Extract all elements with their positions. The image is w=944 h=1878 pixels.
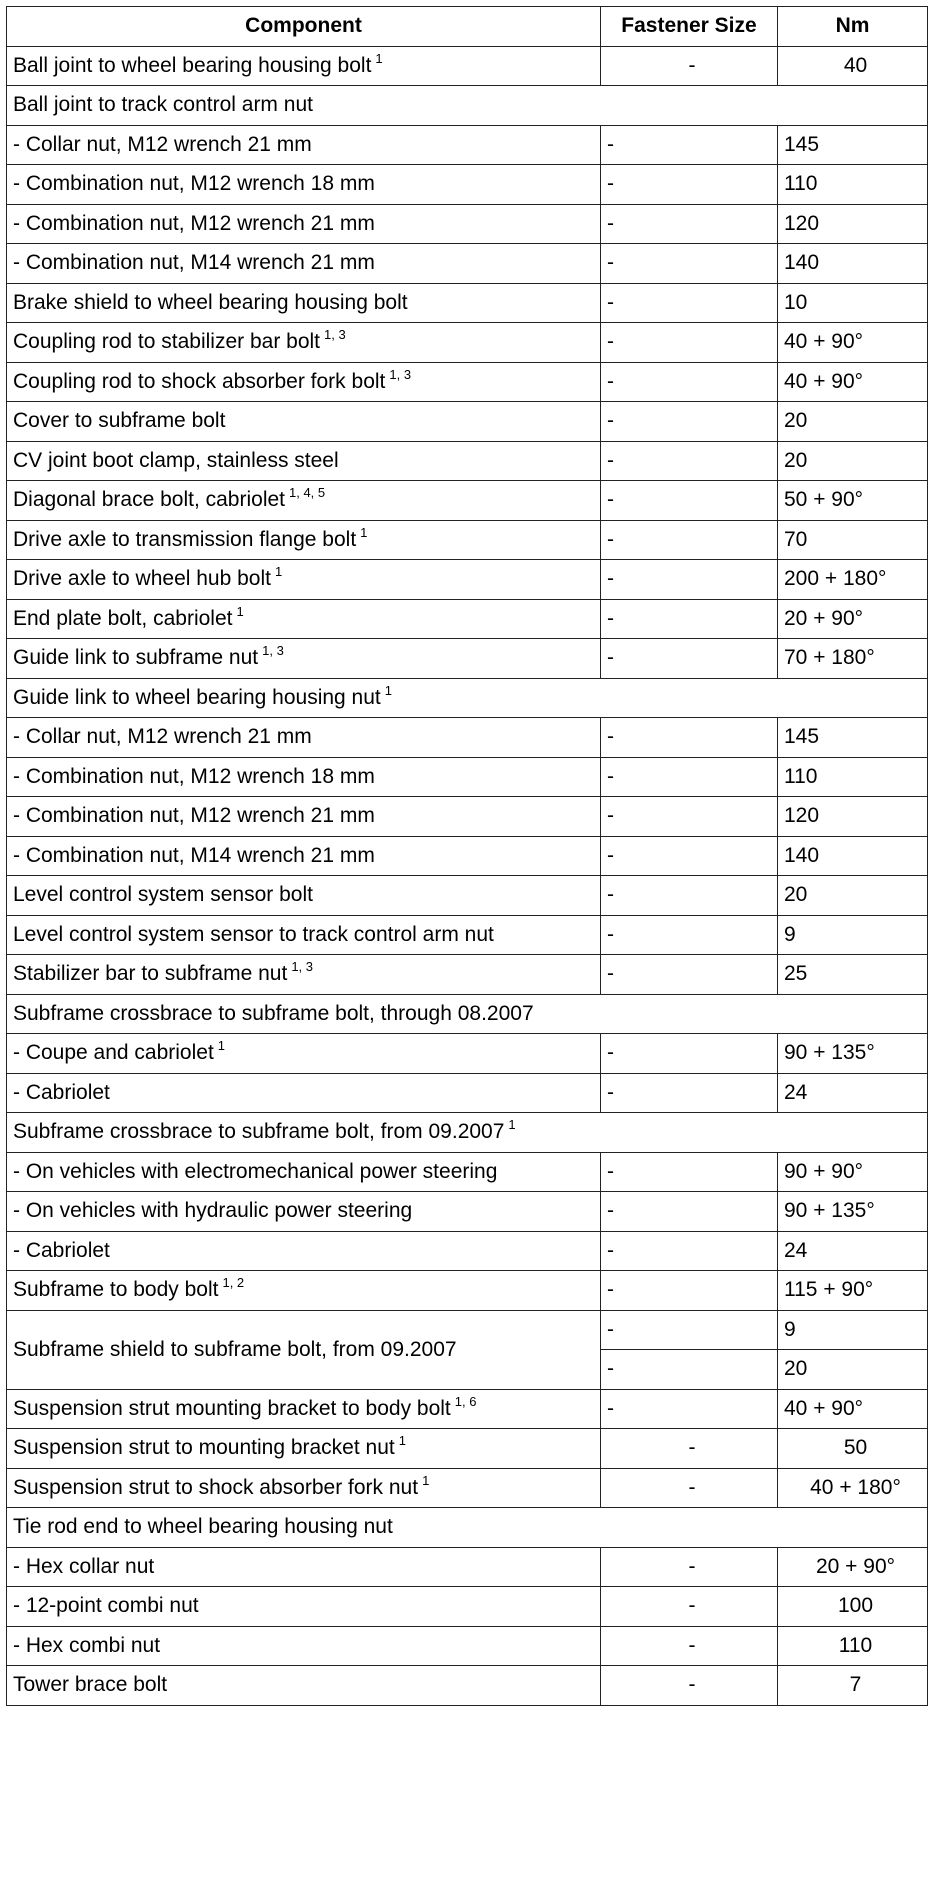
component-cell <box>7 639 601 679</box>
table-row <box>7 1310 928 1350</box>
component-cell <box>7 836 601 876</box>
component-cell <box>7 46 601 86</box>
fastener-size-cell: - <box>601 204 778 244</box>
fastener-size-cell: - <box>601 441 778 481</box>
component-cell <box>7 994 928 1034</box>
table-row <box>7 1626 928 1666</box>
table-row <box>7 1271 928 1311</box>
torque-value-cell: 40 + 180° <box>778 1468 928 1508</box>
component-text: Stabilizer bar to subframe nut <box>13 962 288 986</box>
torque-value-cell: 24 <box>778 1073 928 1113</box>
footnote-ref: 1, 3 <box>324 327 346 343</box>
component-text: Tie rod end to wheel bearing housing nut <box>13 1515 393 1539</box>
component-text: Level control system sensor bolt <box>13 883 313 907</box>
torque-value-cell: 40 <box>778 46 928 86</box>
fastener-size-cell: - <box>601 244 778 284</box>
fastener-size-cell: - <box>601 402 778 442</box>
component-text: Guide link to subframe nut <box>13 646 259 670</box>
table-row <box>7 955 928 995</box>
component-cell <box>7 1429 601 1469</box>
table-row <box>7 560 928 600</box>
torque-value-cell: 7 <box>778 1666 928 1706</box>
component-text: Diagonal brace bolt, cabriolet <box>13 488 285 512</box>
footnote-ref: 1, 2 <box>222 1275 245 1291</box>
torque-value-cell: 20 <box>778 402 928 442</box>
fastener-size-cell: - <box>601 46 778 86</box>
component-text: - Hex collar nut <box>13 1554 155 1578</box>
table-row <box>7 46 928 86</box>
component-cell <box>7 402 601 442</box>
component-text: Tower brace bolt <box>13 1673 168 1697</box>
component-text: Cover to subframe bolt <box>13 409 226 433</box>
component-text: Ball joint to track control arm nut <box>13 93 313 117</box>
table-row <box>7 1073 928 1113</box>
table-row <box>7 718 928 758</box>
component-cell <box>7 1231 601 1271</box>
torque-value-cell: 90 + 135° <box>778 1192 928 1232</box>
header-fastener-size: Fastener Size <box>601 7 778 47</box>
component-text: - Collar nut, M12 wrench 21 mm <box>13 725 312 749</box>
footnote-ref: 1 <box>236 603 244 619</box>
table-row <box>7 1666 928 1706</box>
table-row <box>7 1034 928 1074</box>
component-cell <box>7 1587 601 1627</box>
fastener-size-cell: - <box>601 481 778 521</box>
fastener-size-cell: - <box>601 1547 778 1587</box>
fastener-size-cell: - <box>601 1152 778 1192</box>
fastener-size-cell: - <box>601 757 778 797</box>
component-text: Subframe shield to subframe bolt, from 09.2007 <box>13 1337 457 1361</box>
footnote-ref: 1, 6 <box>454 1393 477 1409</box>
component-text: - Cabriolet <box>13 1080 110 1104</box>
component-text: Suspension strut to mounting bracket nut <box>13 1436 395 1460</box>
component-cell <box>7 1547 601 1587</box>
footnote-ref: 1 <box>360 524 368 540</box>
torque-value-cell: 20 <box>778 876 928 916</box>
component-cell <box>7 86 928 126</box>
component-text: Subframe to body bolt <box>13 1278 219 1302</box>
footnote-ref: 1 <box>217 1038 226 1054</box>
component-cell <box>7 560 601 600</box>
table-row <box>7 915 928 955</box>
component-text: - Combination nut, M12 wrench 21 mm <box>13 211 375 235</box>
fastener-size-cell: - <box>601 915 778 955</box>
fastener-size-cell: - <box>601 1034 778 1074</box>
fastener-size-cell: - <box>601 1626 778 1666</box>
component-cell <box>7 1192 601 1232</box>
component-cell <box>7 1034 601 1074</box>
component-cell <box>7 204 601 244</box>
torque-value-cell: 9 <box>778 915 928 955</box>
component-cell <box>7 441 601 481</box>
component-text: Drive axle to transmission flange bolt <box>13 527 357 551</box>
torque-value-cell: 50 + 90° <box>778 481 928 521</box>
component-cell <box>7 1310 601 1389</box>
torque-value-cell: 110 <box>778 757 928 797</box>
component-cell <box>7 125 601 165</box>
footnote-ref: 1 <box>398 1433 406 1449</box>
header-nm: Nm <box>778 7 928 47</box>
footnote-ref: 1 <box>508 1117 516 1133</box>
component-cell <box>7 915 601 955</box>
header-row <box>7 7 928 47</box>
table-row <box>7 204 928 244</box>
section-row <box>7 1113 928 1153</box>
component-text: - Coupe and cabriolet <box>13 1041 214 1065</box>
component-cell <box>7 955 601 995</box>
component-cell <box>7 283 601 323</box>
torque-value-cell: 24 <box>778 1231 928 1271</box>
table-row <box>7 639 928 679</box>
component-text: - Hex combi nut <box>13 1633 161 1657</box>
torque-value-cell: 9 <box>778 1310 928 1350</box>
component-text: - On vehicles with hydraulic power steering <box>13 1199 413 1223</box>
torque-value-cell: 20 <box>778 441 928 481</box>
component-text: Subframe crossbrace to subframe bolt, through 08.2007 <box>13 1001 534 1025</box>
component-cell <box>7 718 601 758</box>
component-text: Suspension strut mounting bracket to body bolt <box>13 1396 451 1420</box>
fastener-size-cell: - <box>601 165 778 205</box>
table-row <box>7 599 928 639</box>
component-cell <box>7 323 601 363</box>
component-text: - Combination nut, M12 wrench 18 mm <box>13 172 375 196</box>
component-cell <box>7 757 601 797</box>
component-text: - On vehicles with electromechanical power steering <box>13 1159 498 1183</box>
table-row <box>7 402 928 442</box>
table-row <box>7 1192 928 1232</box>
torque-value-cell: 120 <box>778 204 928 244</box>
component-cell <box>7 1271 601 1311</box>
fastener-size-cell: - <box>601 836 778 876</box>
torque-value-cell: 100 <box>778 1587 928 1627</box>
torque-value-cell: 145 <box>778 125 928 165</box>
fastener-size-cell: - <box>601 520 778 560</box>
component-cell <box>7 1666 601 1706</box>
component-cell <box>7 1152 601 1192</box>
component-text: Subframe crossbrace to subframe bolt, from 09.2007 <box>13 1120 505 1144</box>
component-text: - 12-point combi nut <box>13 1594 199 1618</box>
component-cell <box>7 678 928 718</box>
component-cell <box>7 1626 601 1666</box>
torque-value-cell: 40 + 90° <box>778 1389 928 1429</box>
table-row <box>7 1231 928 1271</box>
torque-value-cell: 20 <box>778 1350 928 1390</box>
torque-value-cell: 110 <box>778 165 928 205</box>
torque-value-cell: 90 + 90° <box>778 1152 928 1192</box>
component-cell <box>7 876 601 916</box>
component-cell <box>7 797 601 837</box>
table-row <box>7 797 928 837</box>
component-cell <box>7 165 601 205</box>
fastener-size-cell: - <box>601 955 778 995</box>
torque-value-cell: 115 + 90° <box>778 1271 928 1311</box>
table-row <box>7 481 928 521</box>
fastener-size-cell: - <box>601 283 778 323</box>
torque-value-cell: 70 <box>778 520 928 560</box>
footnote-ref: 1, 4, 5 <box>289 485 326 501</box>
component-cell <box>7 244 601 284</box>
torque-value-cell: 20 + 90° <box>778 599 928 639</box>
table-row <box>7 441 928 481</box>
section-row <box>7 1508 928 1548</box>
torque-value-cell: 120 <box>778 797 928 837</box>
fastener-size-cell: - <box>601 1271 778 1311</box>
fastener-size-cell: - <box>601 876 778 916</box>
fastener-size-cell: - <box>601 1429 778 1469</box>
fastener-size-cell: - <box>601 560 778 600</box>
torque-specification-table <box>6 6 928 1706</box>
component-cell <box>7 1508 928 1548</box>
table-row <box>7 876 928 916</box>
fastener-size-cell: - <box>601 1389 778 1429</box>
fastener-size-cell: - <box>601 1192 778 1232</box>
component-cell <box>7 520 601 560</box>
component-cell <box>7 1073 601 1113</box>
table-row <box>7 757 928 797</box>
component-text: Coupling rod to stabilizer bar bolt <box>13 330 321 354</box>
fastener-size-cell: - <box>601 1350 778 1390</box>
section-row <box>7 994 928 1034</box>
component-text: End plate bolt, cabriolet <box>13 606 233 630</box>
table-body <box>7 46 928 1705</box>
fastener-size-cell: - <box>601 599 778 639</box>
component-text: - Combination nut, M14 wrench 21 mm <box>13 251 375 275</box>
torque-value-cell: 140 <box>778 836 928 876</box>
component-text: - Cabriolet <box>13 1238 110 1262</box>
fastener-size-cell: - <box>601 797 778 837</box>
footnote-ref: 1 <box>375 50 383 66</box>
fastener-size-cell: - <box>601 1073 778 1113</box>
table-row <box>7 1587 928 1627</box>
component-cell <box>7 1389 601 1429</box>
component-text: Level control system sensor to track control arm nut <box>13 922 494 946</box>
fastener-size-cell: - <box>601 1587 778 1627</box>
footnote-ref: 1, 3 <box>389 366 412 382</box>
fastener-size-cell: - <box>601 1231 778 1271</box>
component-text: - Collar nut, M12 wrench 21 mm <box>13 132 312 156</box>
table-row <box>7 1429 928 1469</box>
torque-value-cell: 10 <box>778 283 928 323</box>
footnote-ref: 1 <box>422 1472 430 1488</box>
torque-value-cell: 90 + 135° <box>778 1034 928 1074</box>
torque-value-cell: 145 <box>778 718 928 758</box>
torque-value-cell: 20 + 90° <box>778 1547 928 1587</box>
component-text: Drive axle to wheel hub bolt <box>13 567 271 591</box>
torque-value-cell: 50 <box>778 1429 928 1469</box>
fastener-size-cell: - <box>601 1666 778 1706</box>
component-text: Guide link to wheel bearing housing nut <box>13 685 381 709</box>
component-text: - Combination nut, M12 wrench 18 mm <box>13 764 375 788</box>
component-text: Coupling rod to shock absorber fork bolt <box>13 369 386 393</box>
fastener-size-cell: - <box>601 1468 778 1508</box>
section-row <box>7 86 928 126</box>
component-cell <box>7 1468 601 1508</box>
component-text: - Combination nut, M14 wrench 21 mm <box>13 843 375 867</box>
torque-value-cell: 40 + 90° <box>778 362 928 402</box>
component-text: - Combination nut, M12 wrench 21 mm <box>13 804 375 828</box>
table-row <box>7 165 928 205</box>
component-cell <box>7 481 601 521</box>
fastener-size-cell: - <box>601 323 778 363</box>
table-row <box>7 1547 928 1587</box>
fastener-size-cell: - <box>601 718 778 758</box>
component-text: Suspension strut to shock absorber fork nut <box>13 1475 419 1499</box>
table-row <box>7 1152 928 1192</box>
fastener-size-cell: - <box>601 639 778 679</box>
table-row <box>7 283 928 323</box>
footnote-ref: 1 <box>384 682 392 698</box>
table-row <box>7 125 928 165</box>
component-text: Brake shield to wheel bearing housing bolt <box>13 290 408 314</box>
component-text: CV joint boot clamp, stainless steel <box>13 448 339 472</box>
header-component: Component <box>7 7 601 47</box>
table-row <box>7 836 928 876</box>
component-cell <box>7 1113 928 1153</box>
table-row <box>7 323 928 363</box>
table-row <box>7 1468 928 1508</box>
section-row <box>7 678 928 718</box>
fastener-size-cell: - <box>601 1310 778 1350</box>
torque-value-cell: 140 <box>778 244 928 284</box>
footnote-ref: 1 <box>274 564 283 580</box>
component-cell <box>7 599 601 639</box>
torque-value-cell: 70 + 180° <box>778 639 928 679</box>
torque-value-cell: 110 <box>778 1626 928 1666</box>
table-row <box>7 244 928 284</box>
footnote-ref: 1, 3 <box>262 643 284 659</box>
table-row <box>7 362 928 402</box>
component-cell <box>7 362 601 402</box>
torque-value-cell: 200 + 180° <box>778 560 928 600</box>
fastener-size-cell: - <box>601 362 778 402</box>
footnote-ref: 1, 3 <box>291 959 313 975</box>
torque-value-cell: 40 + 90° <box>778 323 928 363</box>
component-text: Ball joint to wheel bearing housing bolt <box>13 53 372 77</box>
table-row <box>7 520 928 560</box>
torque-value-cell: 25 <box>778 955 928 995</box>
table-row <box>7 1389 928 1429</box>
fastener-size-cell: - <box>601 125 778 165</box>
